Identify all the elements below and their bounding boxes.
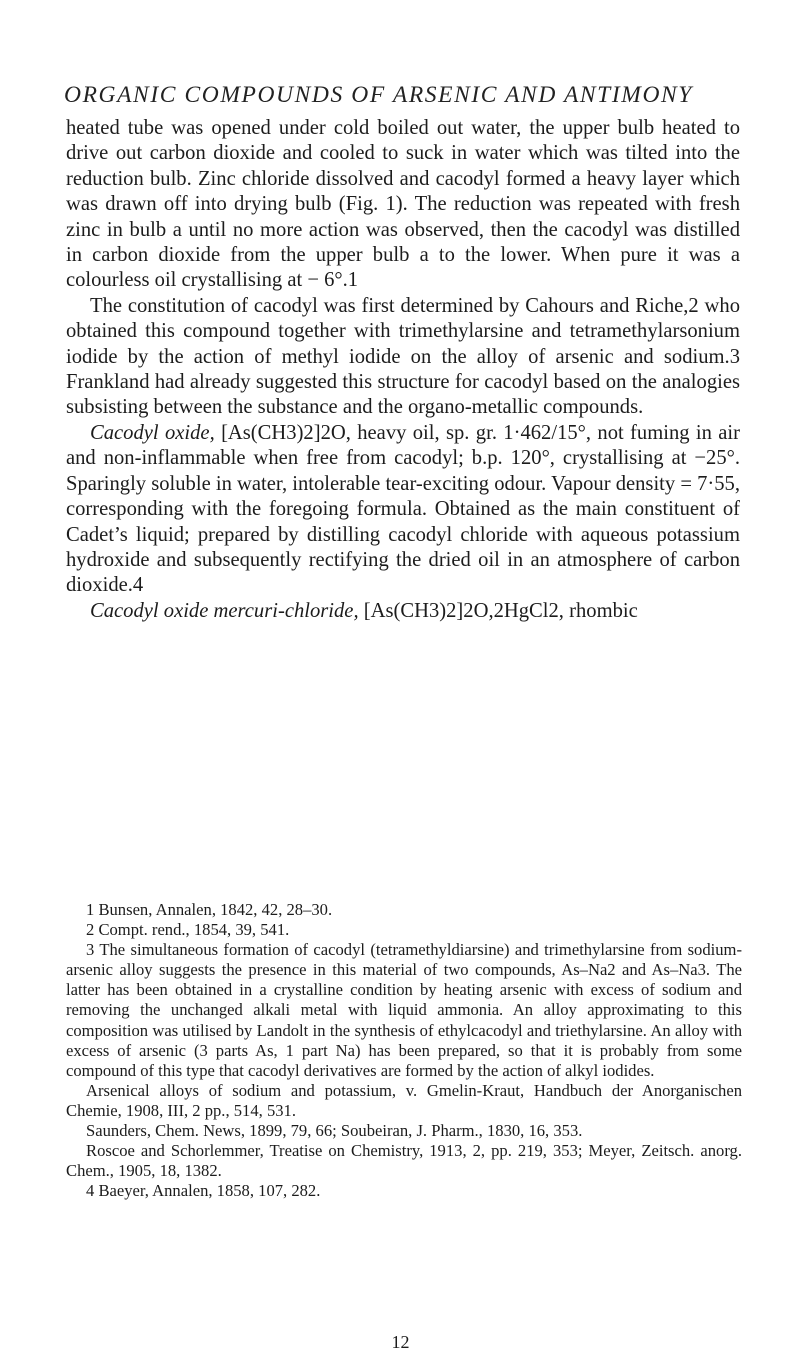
compound-name: Cacodyl oxide,	[90, 421, 215, 444]
compound-name: Cacodyl oxide mercuri-chloride,	[90, 599, 359, 622]
compound-description: rhombic	[569, 599, 638, 622]
footnote-3-roscoe: Roscoe and Schorlemmer, Treatise on Chemistry, 1913, 2, pp. 219, 353; Meyer, Zeitsch. anorg. Chem., 1905, 18, 1382.	[66, 1141, 742, 1181]
main-text	[66, 116, 740, 624]
footnote-3-saunders: Saunders, Chem. News, 1899, 79, 66; Soubeiran, J. Pharm., 1830, 16, 353.	[86, 1121, 583, 1141]
footnote-1: 1 Bunsen, Annalen, 1842, 42, 28–30.	[86, 900, 333, 919]
compound-formula: [As(CH3)2]2O,	[221, 421, 351, 444]
paragraph-reduction: heated tube was opened under cold boiled out water, the upper bulb heated to drive out carbon dioxide and cooled to suck in water which was tilted into the reduction bulb. Zinc chloride dissolved and cacodyl formed a heavy layer which was drawn off into drying bulb (Fig. 1). The reduction was repeated with fresh zinc in bulb a until no more action was observed, then the cacodyl was distilled in carbon dioxide from the upper bulb a to the lower. When pure it was a colourless oil crystallising at − 6°.1	[66, 117, 740, 292]
compound-formula: [As(CH3)2]2O,2HgCl2,	[363, 599, 564, 622]
running-head: ORGANIC COMPOUNDS OF ARSENIC AND ANTIMONY	[64, 82, 693, 108]
paragraph-cacodyl-oxide	[66, 421, 740, 599]
footnotes	[66, 900, 742, 1201]
footnote-2: 2 Compt. rend., 1854, 39, 541.	[86, 920, 290, 940]
paragraph-mercuri-chloride	[66, 599, 740, 624]
footnote-3-alloys: Arsenical alloys of sodium and potassium, v. Gmelin-Kraut, Handbuch der Anorganischen Chemie, 1908, III, 2 pp., 514, 531.	[66, 1080, 742, 1120]
page-number: 12	[391, 1332, 410, 1352]
paragraph-constitution: The constitution of cacodyl was first determined by Cahours and Riche,2 who obtained this compound together with trimethylarsine and tetramethylarsonium iodide by the action of methyl iodide on the alloy of arsenic and sodium.3 Frankland had already suggested this structure for cacodyl based on the analogies subsisting between the substance and the organo-metallic compounds.	[66, 294, 740, 419]
compound-description: heavy oil, sp. gr. 1·462/15°, not fuming in air and non-inflammable when free from cacodyl; b.p. 120°, crystallising at −25°. Sparingly soluble in water, intolerable tear-exciting odour. Vapour density = 7·55, corresponding with the foregoing formula. Obtained as the main constituent of Cadet’s liquid; prepared by distilling cacodyl chloride with aqueous potassium hydroxide and subsequently rectifying the dried oil in an atmosphere of carbon dioxide.4	[66, 421, 740, 597]
footnote-4: 4 Baeyer, Annalen, 1858, 107, 282.	[86, 1181, 321, 1201]
footnote-3: 3 The simultaneous formation of cacodyl (tetramethyldiarsine) and trimethylarsine from sodium-arsenic alloy suggests the presence in this material of two compounds, As–Na2 and As–Na3. The latter has been obtained in a crystalline condition by heating arsenic with excess of sodium and removing the unchanged alkali metal with liquid ammonia. An alloy approximating to this composition was utilised by Landolt in the synthesis of ethylcacodyl and triethylarsine. An alloy with excess of arsenic (3 parts As, 1 part Na) has been prepared, so that it is probably from some compound of this type that cacodyl derivatives are formed by the action of alkyl iodides.	[66, 940, 742, 1080]
